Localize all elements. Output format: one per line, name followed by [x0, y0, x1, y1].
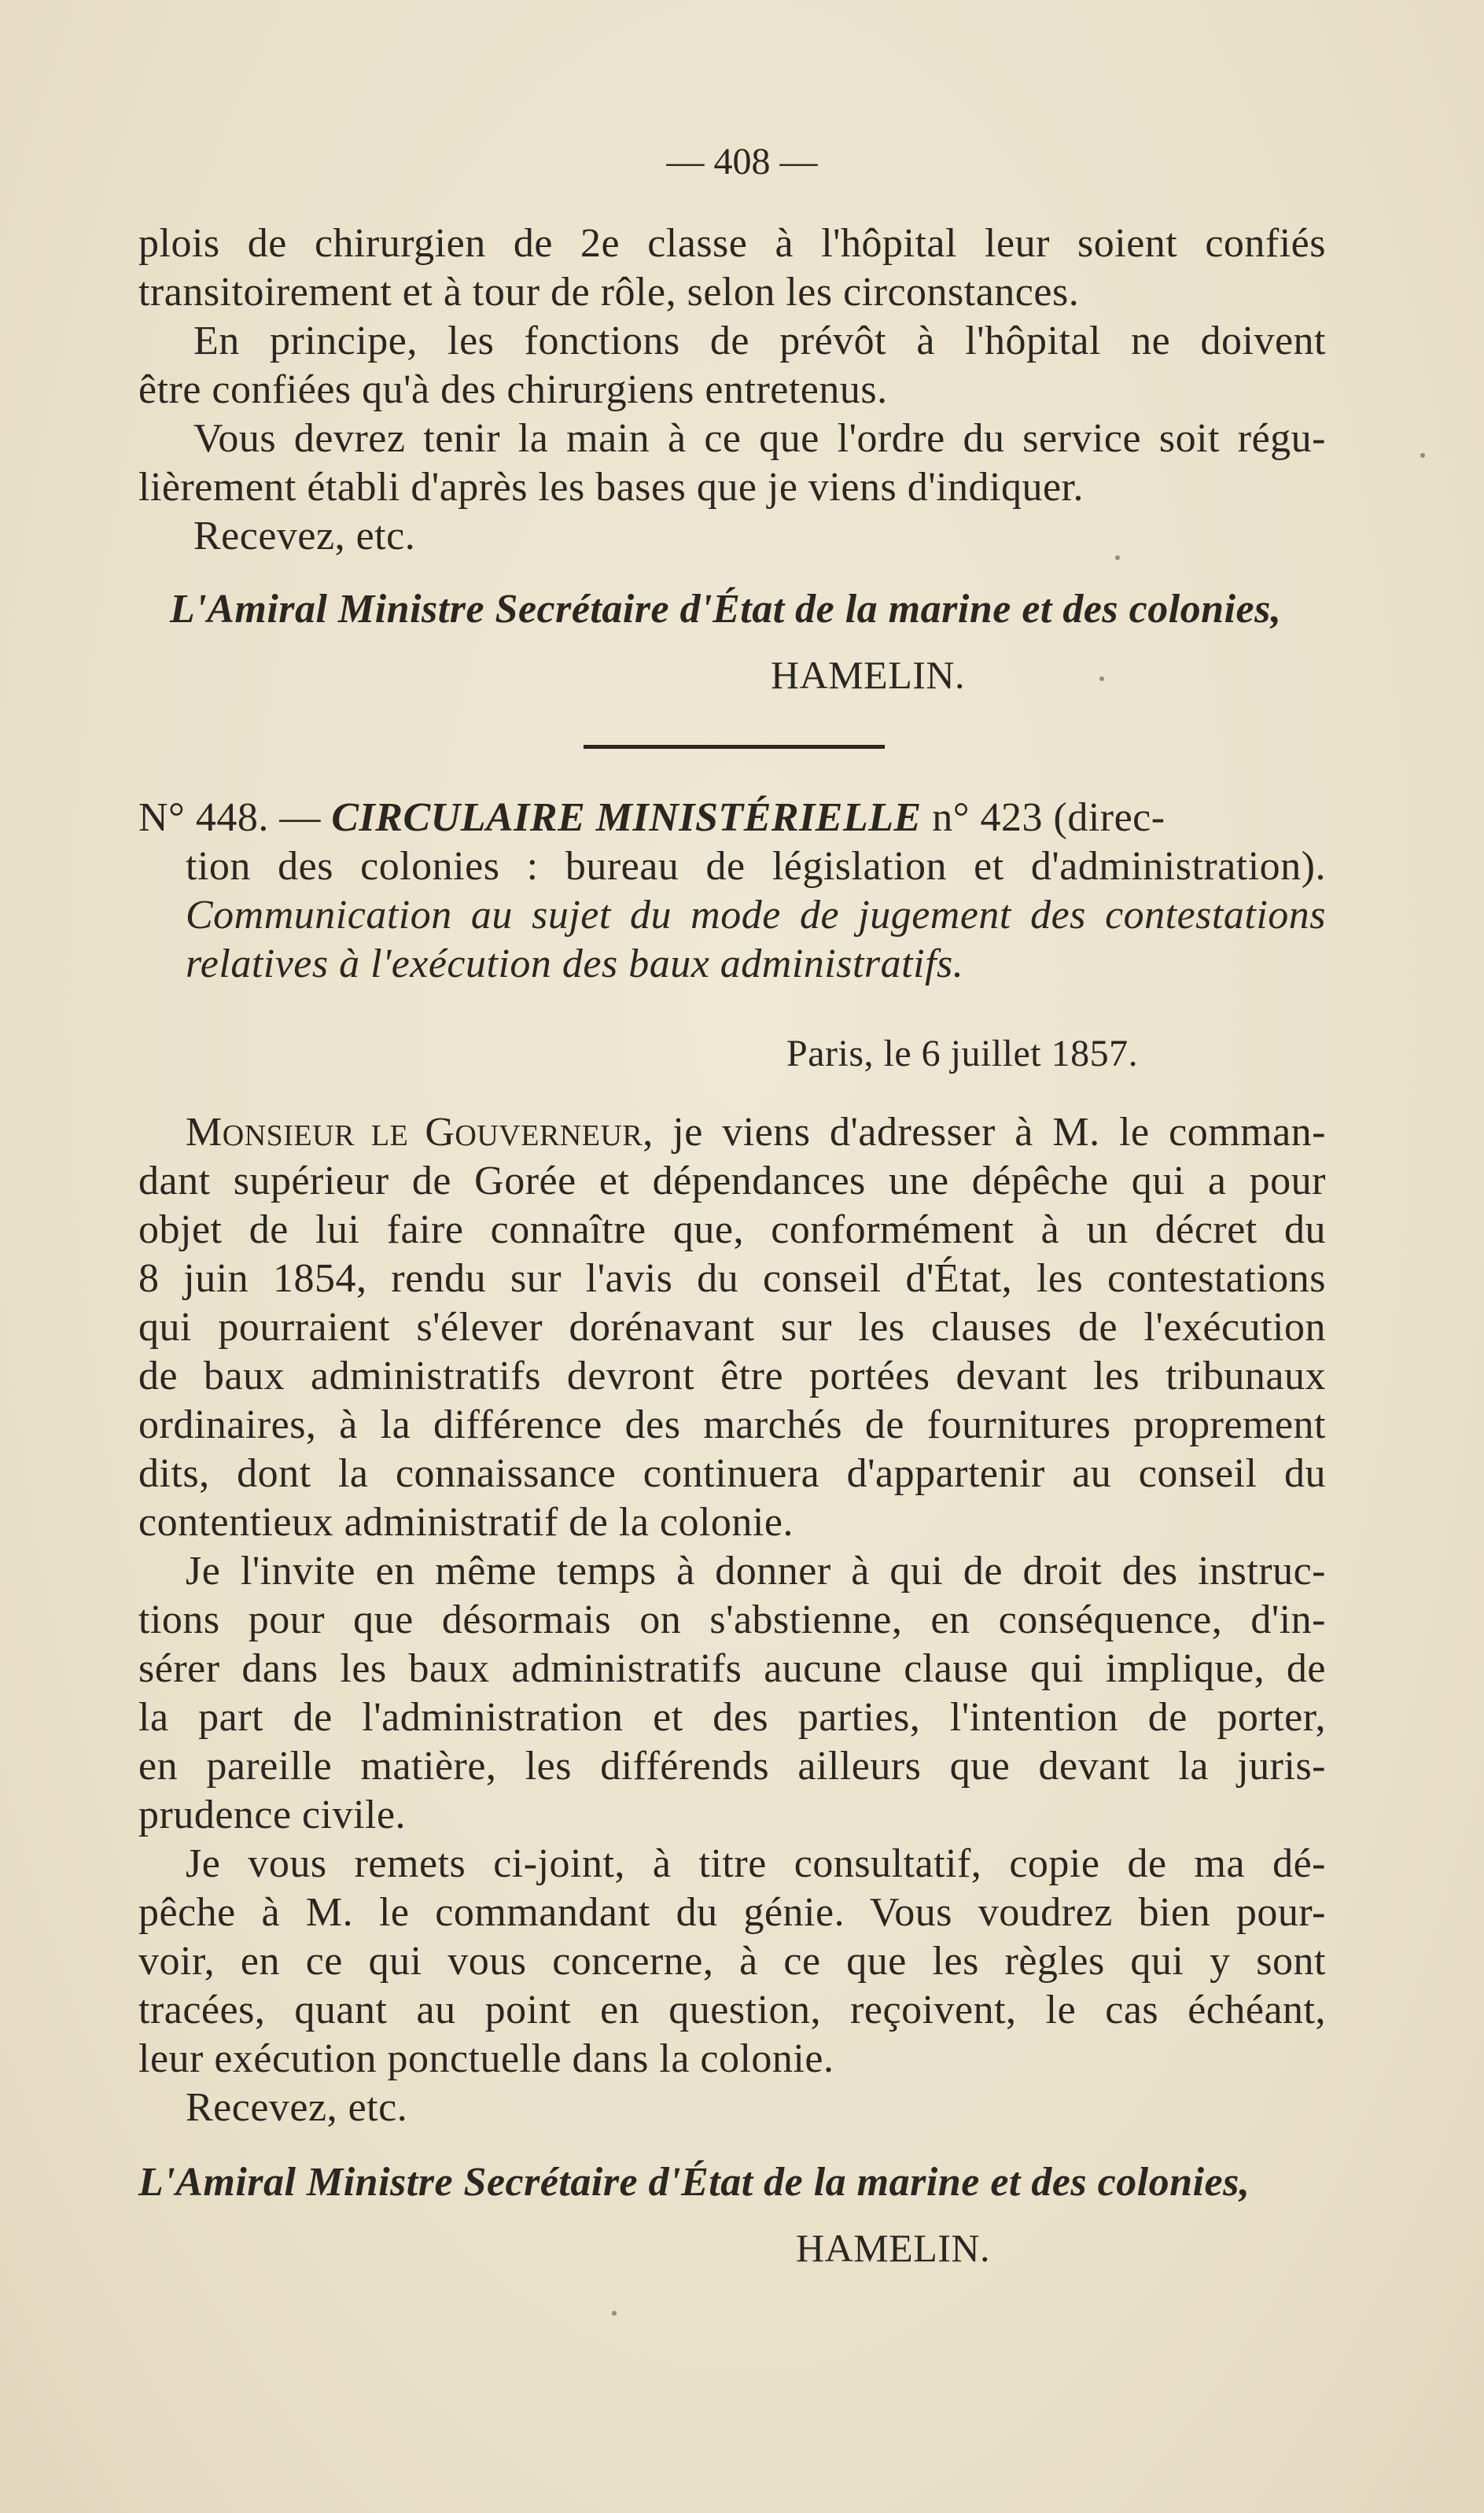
body-line: sérer dans les baux administratifs aucune clause qui implique, de — [138, 1646, 1326, 1691]
signature-title: L'Amiral Ministre Secrétaire d'État de la marine et des colonies, — [138, 2160, 1250, 2205]
dateline: Paris, le 6 juillet 1857. — [786, 1033, 1139, 1074]
salutation-line: MONSIEUR LE GOUVERNEUR, je viens d'adresser à M. le comman- — [186, 1110, 1326, 1155]
body-line: dant supérieur de Gorée et dépendances une dépêche qui a pour — [138, 1159, 1326, 1203]
circular-reference: n° 423 (direc- — [932, 795, 1165, 840]
paper-speck — [1115, 555, 1120, 560]
body-line: tracées, quant au point en question, reçoivent, le cas échéant, — [138, 1988, 1326, 2032]
salutation: MONSIEUR LE GOUVERNEUR — [186, 1110, 643, 1155]
body-line: Vous devrez tenir la main à ce que l'ordre du service soit régu- — [193, 416, 1326, 461]
body-line: la part de l'administration et des parties, l'intention de porter, — [138, 1695, 1326, 1740]
circular-header-line: tion des colonies : bureau de législation et d'administration). — [186, 844, 1326, 889]
paper-speck — [1099, 676, 1104, 681]
body-line: leur exécution ponctuelle dans la colonie. — [138, 2036, 834, 2081]
body-line: dits, dont la connaissance continuera d'appartenir au conseil du — [138, 1451, 1326, 1496]
body-line: Recevez, etc. — [193, 514, 416, 558]
body-line: être confiées qu'à des chirurgiens entretenus. — [138, 367, 888, 412]
paper-speck — [612, 2311, 617, 2316]
circular-subject: relatives à l'exécution des baux administratifs. — [186, 941, 964, 986]
body-line: ordinaires, à la différence des marchés de fournitures proprement — [138, 1402, 1326, 1447]
body-line: contentieux administratif de la colonie. — [138, 1500, 794, 1545]
body-line: 8 juin 1854, rendu sur l'avis du conseil d'État, les contestations — [138, 1256, 1326, 1301]
body-line: de baux administratifs devront être portées devant les tribunaux — [138, 1354, 1326, 1398]
body-line: tions pour que désormais on s'abstienne, en conséquence, d'in- — [138, 1597, 1326, 1642]
section-divider — [584, 745, 885, 749]
body-line: objet de lui faire connaître que, conformément à un décret du — [138, 1207, 1326, 1252]
body-line: Je vous remets ci-joint, à titre consultatif, copie de ma dé- — [186, 1841, 1326, 1886]
body-line: prudence civile. — [138, 1793, 407, 1837]
body-line: En principe, les fonctions de prévôt à l'hôpital ne doivent — [193, 319, 1326, 363]
body-line: transitoirement et à tour de rôle, selon les circonstances. — [138, 270, 1080, 315]
page-number: — 408 — — [666, 141, 818, 182]
body-line: plois de chirurgien de 2e classe à l'hôpital leur soient confiés — [138, 221, 1326, 266]
body-line: pêche à M. le commandant du génie. Vous voudrez bien pour- — [138, 1890, 1326, 1935]
signature-name: HAMELIN. — [771, 653, 966, 697]
signature-name: HAMELIN. — [796, 2226, 991, 2270]
body-line: lièrement établi d'après les bases que je viens d'indiquer. — [138, 465, 1084, 510]
body-line: en pareille matière, les différends ailleurs que devant la juris- — [138, 1744, 1326, 1789]
body-line: qui pourraient s'élever dorénavant sur les clauses de l'exécution — [138, 1305, 1326, 1350]
body-line: Je l'invite en même temps à donner à qui de droit des instruc- — [186, 1549, 1326, 1594]
signature-title: L'Amiral Ministre Secrétaire d'État de la marine et des colonies, — [170, 587, 1282, 632]
circular-header — [138, 794, 1326, 842]
paper-speck — [1420, 453, 1425, 458]
circular-number: N° 448. — — [138, 795, 321, 840]
circular-title: CIRCULAIRE MINISTÉRIELLE — [331, 795, 922, 840]
circular-subject: Communication au sujet du mode de jugement des contestations — [186, 893, 1326, 938]
body-line: voir, en ce qui vous concerne, à ce que les règles qui y sont — [138, 1939, 1326, 1984]
body-line: Recevez, etc. — [186, 2085, 408, 2130]
